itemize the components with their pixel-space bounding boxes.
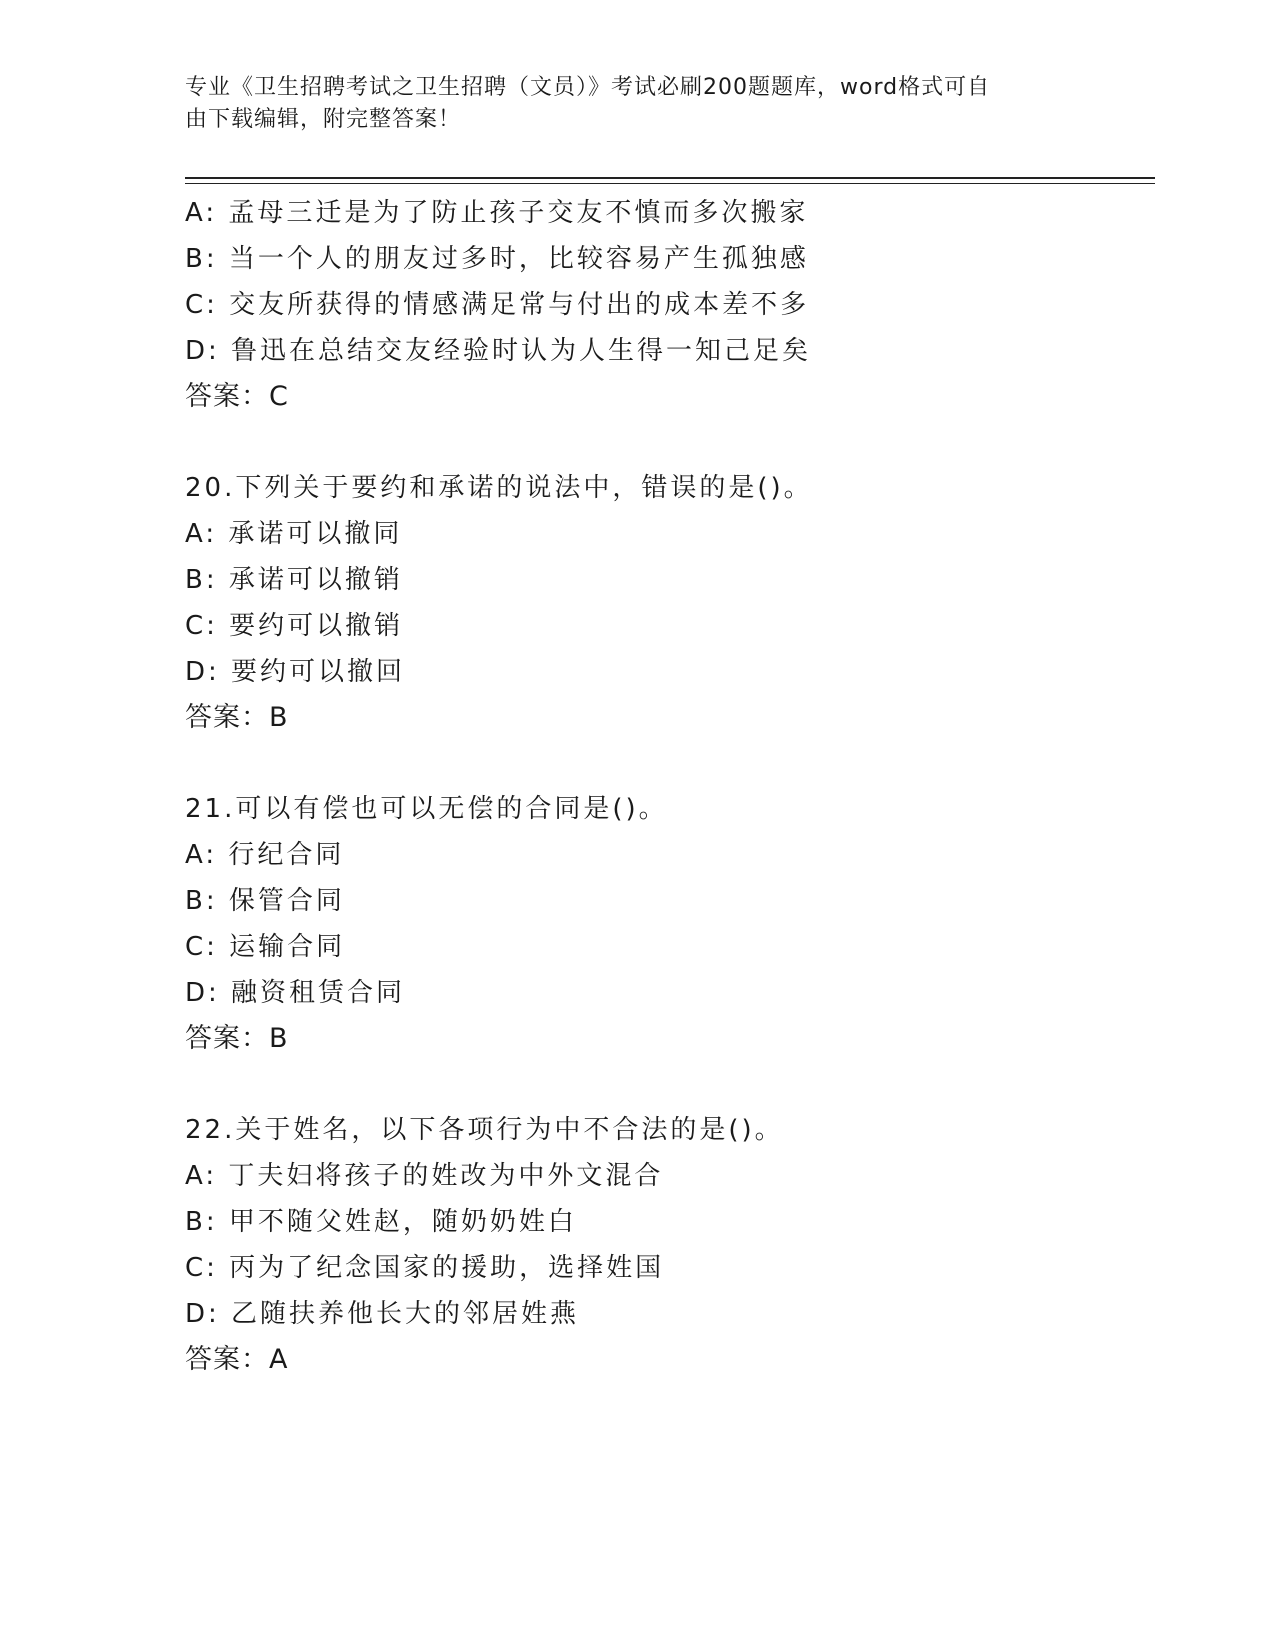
question-stem: 22.关于姓名，以下各项行为中不合法的是()。 (185, 1115, 784, 1145)
question-block-partial (185, 190, 1145, 420)
question-stem: 21.可以有偿也可以无偿的合同是()。 (185, 794, 668, 824)
question-spacer (185, 420, 1145, 465)
option-b: B: 甲不随父姓赵，随奶奶姓白 (185, 1207, 577, 1237)
option-a: A: 孟母三迁是为了防止孩子交友不慎而多次搬家 (185, 198, 809, 228)
option-c: C: 运输合同 (185, 932, 346, 962)
answer-line: 答案：B (185, 702, 289, 733)
option-a: A: 丁夫妇将孩子的姓改为中外文混合 (185, 1161, 664, 1191)
option-b: B: 承诺可以撤销 (185, 565, 403, 595)
option-c: C: 要约可以撤销 (185, 611, 404, 641)
option-c: C: 丙为了纪念国家的援助，选择姓国 (185, 1253, 665, 1283)
option-b: B: 当一个人的朋友过多时，比较容易产生孤独感 (185, 244, 809, 274)
option-d: D: 要约可以撤回 (185, 657, 406, 687)
question-block-22 (185, 1107, 1145, 1383)
question-list (185, 190, 1145, 1383)
option-d: D: 乙随扶养他长大的邻居姓燕 (185, 1299, 580, 1329)
option-d: D: 鲁迅在总结交友经验时认为人生得一知己足矣 (185, 336, 812, 366)
question-block-21 (185, 786, 1145, 1062)
question-block-20 (185, 465, 1145, 741)
question-spacer (185, 741, 1145, 786)
option-a: A: 行纪合同 (185, 840, 345, 870)
header-divider-thin (185, 183, 1155, 184)
answer-line: 答案：B (185, 1023, 289, 1054)
header-divider-thick (185, 177, 1155, 179)
question-spacer (185, 1062, 1145, 1107)
question-stem: 20.下列关于要约和承诺的说法中，错误的是()。 (185, 473, 813, 503)
option-b: B: 保管合同 (185, 886, 345, 916)
answer-line: 答案：A (185, 1344, 289, 1375)
document-header: 专业《卫生招聘考试之卫生招聘（文员）》考试必刷200题题库，word格式可自 由下载编辑，附完整答案！ (185, 75, 991, 132)
option-c: C: 交友所获得的情感满足常与付出的成本差不多 (185, 290, 810, 320)
answer-line: 答案：C (185, 381, 289, 412)
option-d: D: 融资租赁合同 (185, 978, 406, 1008)
option-a: A: 承诺可以撤同 (185, 519, 403, 549)
